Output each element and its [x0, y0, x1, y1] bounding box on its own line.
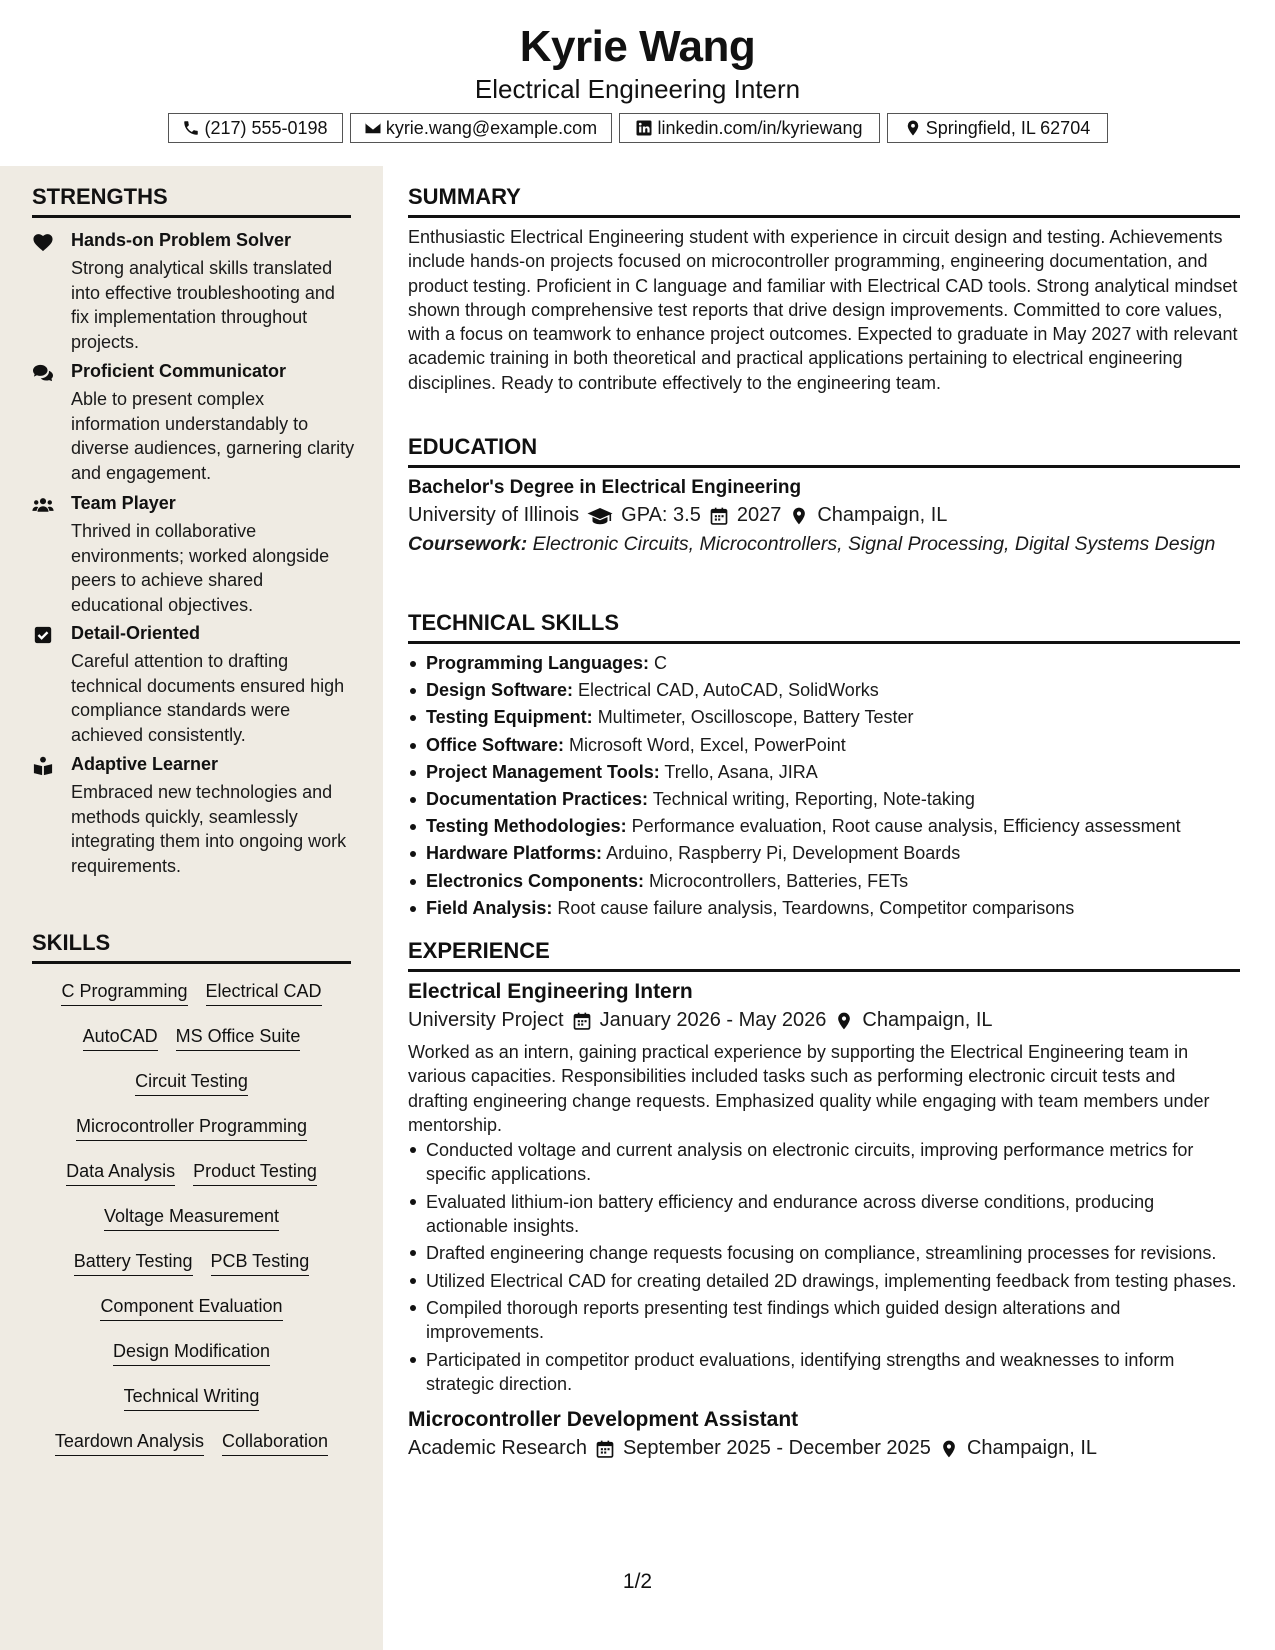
skill-label: Electronics Components:	[426, 870, 645, 891]
skill-label: Programming Languages:	[426, 653, 650, 673]
skill-value: C	[654, 653, 668, 673]
list-item	[426, 895, 1240, 922]
skill-value: Microsoft Word, Excel, PowerPoint	[569, 734, 846, 755]
skill-tag: Product Testing	[193, 1160, 317, 1186]
skill-row	[32, 1430, 351, 1475]
skills-title: SKILLS	[32, 930, 351, 964]
phone-icon	[182, 119, 200, 137]
technical-skills-title: TECHNICAL SKILLS	[408, 610, 1240, 644]
experience-section	[408, 938, 1240, 1460]
list-item: Participated in competitor product evaluations, identifying strengths and weaknesses to inform strategic direction.	[426, 1348, 1240, 1397]
linkedin-icon	[635, 119, 653, 137]
summary-title: SUMMARY	[408, 184, 1240, 218]
resume-header	[0, 0, 1275, 166]
page-number: 1/2	[622, 1570, 653, 1593]
skill-tag: Microcontroller Programming	[76, 1115, 307, 1141]
list-item	[426, 786, 1240, 813]
skill-row	[32, 1160, 351, 1205]
graduation-cap-icon	[587, 506, 613, 526]
location-pin-icon	[789, 506, 809, 526]
education-section	[408, 434, 1240, 557]
list-item: Evaluated lithium-ion battery efficiency and endurance across diverse conditions, producing actionable insights.	[426, 1190, 1240, 1239]
skill-tag: Technical Writing	[124, 1385, 260, 1411]
skill-tag: Collaboration	[222, 1430, 328, 1456]
strength-title: Hands-on Problem Solver	[71, 230, 292, 250]
skill-row	[32, 1115, 351, 1160]
coursework-list: Electronic Circuits, Microcontrollers, Signal Processing, Digital Systems Design	[532, 533, 1216, 555]
strength-desc: Embraced new technologies and methods quickly, seamlessly integrating them into ongoing work requirements.	[71, 782, 347, 876]
skill-tag: AutoCAD	[83, 1025, 158, 1051]
skill-tag: Electrical CAD	[206, 980, 322, 1006]
job-meta	[408, 1009, 1240, 1032]
strength-desc: Strong analytical skills translated into effective troubleshooting and fix implementation throughout projects.	[71, 258, 335, 352]
strengths-title: STRENGTHS	[32, 184, 351, 218]
comments-icon	[32, 363, 54, 383]
job-summary: Worked as an intern, gaining practical experience by supporting the Electrical Engineering team in various capacities. Responsibilities included tasks such as performing electronic circuit tests and drafting engineering change requests. Emphasized quality while engaging with team members under mentorship.	[408, 1042, 1210, 1135]
list-item: Compiled thorough reports presenting test findings which guided design alterations and improvements.	[426, 1296, 1240, 1345]
strength-title: Adaptive Learner	[71, 754, 219, 774]
skill-label: Documentation Practices:	[426, 789, 649, 810]
strength-desc: Careful attention to drafting technical documents ensured high compliance standards were achieved consistently.	[71, 651, 345, 745]
book-reader-icon	[32, 756, 54, 776]
summary-text: Enthusiastic Electrical Engineering student with experience in circuit design and testing. Achievements include hands-on projects focused on microcontroller programming, engineering documentation, and product testing. Proficient in C language and familiar with Electrical CAD tools. Strong analytical mindset shown through comprehensive test reports that drive design improvements. Committed to core values, with a focus on teamwork to enhance project outcomes. Expected to graduate in May 2027 with relevant academic training in both theoretical and practical applications pertaining to electrical engineering disciplines. Ready to contribute effectively to the engineering team.	[408, 227, 1238, 393]
job-location: Champaign, IL	[862, 1009, 993, 1031]
location-pin-icon	[904, 119, 922, 137]
contact-linkedin[interactable]	[619, 113, 880, 143]
contact-phone[interactable]	[168, 113, 343, 143]
graduation-year: 2027	[736, 504, 782, 526]
skill-row	[32, 1385, 351, 1430]
coursework	[408, 532, 1240, 557]
skill-value: Microcontrollers, Batteries, FETs	[649, 870, 909, 891]
envelope-icon	[364, 119, 382, 137]
job-dates: September 2025 - December 2025	[622, 1437, 931, 1460]
calendar-icon	[595, 1439, 615, 1459]
list-item	[426, 732, 1240, 759]
job-org: Academic Research	[408, 1437, 587, 1460]
skill-tag: Component Evaluation	[100, 1295, 282, 1321]
skill-tag: Circuit Testing	[135, 1070, 248, 1096]
contact-text: linkedin.com/in/kyriewang	[657, 117, 863, 138]
calendar-icon	[709, 506, 729, 526]
degree-name: Bachelor's Degree in Electrical Engineering	[408, 477, 802, 498]
contact-email[interactable]	[350, 113, 612, 143]
skill-label: Testing Equipment:	[426, 707, 593, 728]
job-title: Electrical Engineering Intern	[408, 980, 693, 1003]
skill-row	[32, 1340, 351, 1385]
strength-title: Team Player	[71, 493, 176, 513]
coursework-label: Coursework:	[408, 533, 528, 555]
list-item	[426, 840, 1240, 867]
list-item: Conducted voltage and current analysis on electronic circuits, improving performance metrics for specific applications.	[426, 1138, 1240, 1187]
skill-label: Hardware Platforms:	[426, 843, 603, 864]
skill-row	[32, 1025, 351, 1070]
skill-value: Multimeter, Oscilloscope, Battery Tester	[597, 707, 914, 728]
skill-label: Field Analysis:	[426, 897, 553, 918]
skills-cloud	[32, 980, 351, 1475]
list-item	[426, 813, 1240, 840]
job-bullets	[408, 1138, 1240, 1396]
skill-row	[32, 1070, 351, 1115]
candidate-role: Electrical Engineering Intern	[474, 74, 801, 104]
skill-label: Design Software:	[426, 680, 574, 701]
list-item	[426, 650, 1240, 677]
list-item	[426, 704, 1240, 731]
location-pin-icon	[834, 1011, 854, 1031]
strength-title: Proficient Communicator	[71, 361, 287, 381]
contact-text: Springfield, IL 62704	[925, 117, 1091, 138]
list-item	[426, 759, 1240, 786]
skill-value: Root cause failure analysis, Teardowns, Competitor comparisons	[557, 897, 1075, 918]
skill-tag: PCB Testing	[211, 1250, 310, 1276]
list-item	[426, 868, 1240, 895]
list-item: Drafted engineering change requests focusing on compliance, streamlining processes for revisions.	[426, 1241, 1240, 1265]
contact-bar	[0, 113, 1275, 143]
strength-desc: Thrived in collaborative environments; worked alongside peers to achieve shared educational objectives.	[71, 521, 330, 615]
candidate-name: Kyrie Wang	[519, 22, 756, 71]
heart-icon	[32, 232, 54, 252]
gpa: GPA: 3.5	[621, 504, 701, 526]
calendar-icon	[572, 1011, 592, 1031]
skill-tag: C Programming	[61, 980, 187, 1006]
skill-value: Trello, Asana, JIRA	[664, 761, 818, 782]
checkbox-icon	[32, 625, 54, 645]
skill-value: Performance evaluation, Root cause analysis, Efficiency assessment	[631, 816, 1181, 837]
school-name: University of Illinois	[408, 504, 580, 526]
education-meta	[408, 504, 1240, 527]
job-location: Champaign, IL	[966, 1437, 1098, 1460]
skill-label: Testing Methodologies:	[426, 816, 627, 837]
skill-label: Project Management Tools:	[426, 761, 660, 782]
skill-row	[32, 980, 351, 1025]
skill-tag: Voltage Measurement	[104, 1205, 279, 1231]
education-title: EDUCATION	[408, 434, 1240, 468]
contact-location	[887, 113, 1108, 143]
skill-tag: Teardown Analysis	[55, 1430, 204, 1456]
skill-tag: Design Modification	[113, 1340, 270, 1366]
list-item: Utilized Electrical CAD for creating detailed 2D drawings, implementing feedback from testing phases.	[426, 1269, 1240, 1293]
skill-label: Office Software:	[426, 734, 565, 755]
job-meta	[408, 1437, 1240, 1460]
job-title: Microcontroller Development Assistant	[408, 1408, 799, 1432]
skill-tag: MS Office Suite	[176, 1025, 301, 1051]
skill-tag: Data Analysis	[66, 1160, 175, 1186]
skill-tag: Battery Testing	[74, 1250, 193, 1276]
strength-title: Detail-Oriented	[71, 623, 201, 643]
contact-text: (217) 555-0198	[204, 117, 328, 138]
skill-value: Electrical CAD, AutoCAD, SolidWorks	[578, 680, 879, 701]
skill-row	[32, 1205, 351, 1250]
skill-value: Arduino, Raspberry Pi, Development Boards	[606, 843, 961, 864]
skill-value: Technical writing, Reporting, Note-taking	[652, 789, 975, 810]
strength-desc: Able to present complex information understandably to diverse audiences, garnering clarity and engagement.	[71, 389, 355, 483]
job-dates: January 2026 - May 2026	[599, 1009, 827, 1031]
skill-row	[32, 1250, 351, 1295]
summary-section	[408, 184, 1240, 395]
experience-title: EXPERIENCE	[408, 938, 1240, 972]
list-item	[426, 677, 1240, 704]
technical-skills-list	[408, 650, 1240, 922]
technical-skills-section	[408, 610, 1240, 922]
contact-text: kyrie.wang@example.com	[385, 117, 598, 138]
location-pin-icon	[939, 1439, 959, 1459]
skill-row	[32, 1295, 351, 1340]
sidebar	[0, 166, 383, 1650]
job-org: University Project	[408, 1009, 564, 1031]
users-icon	[32, 495, 54, 515]
education-location: Champaign, IL	[817, 504, 948, 526]
